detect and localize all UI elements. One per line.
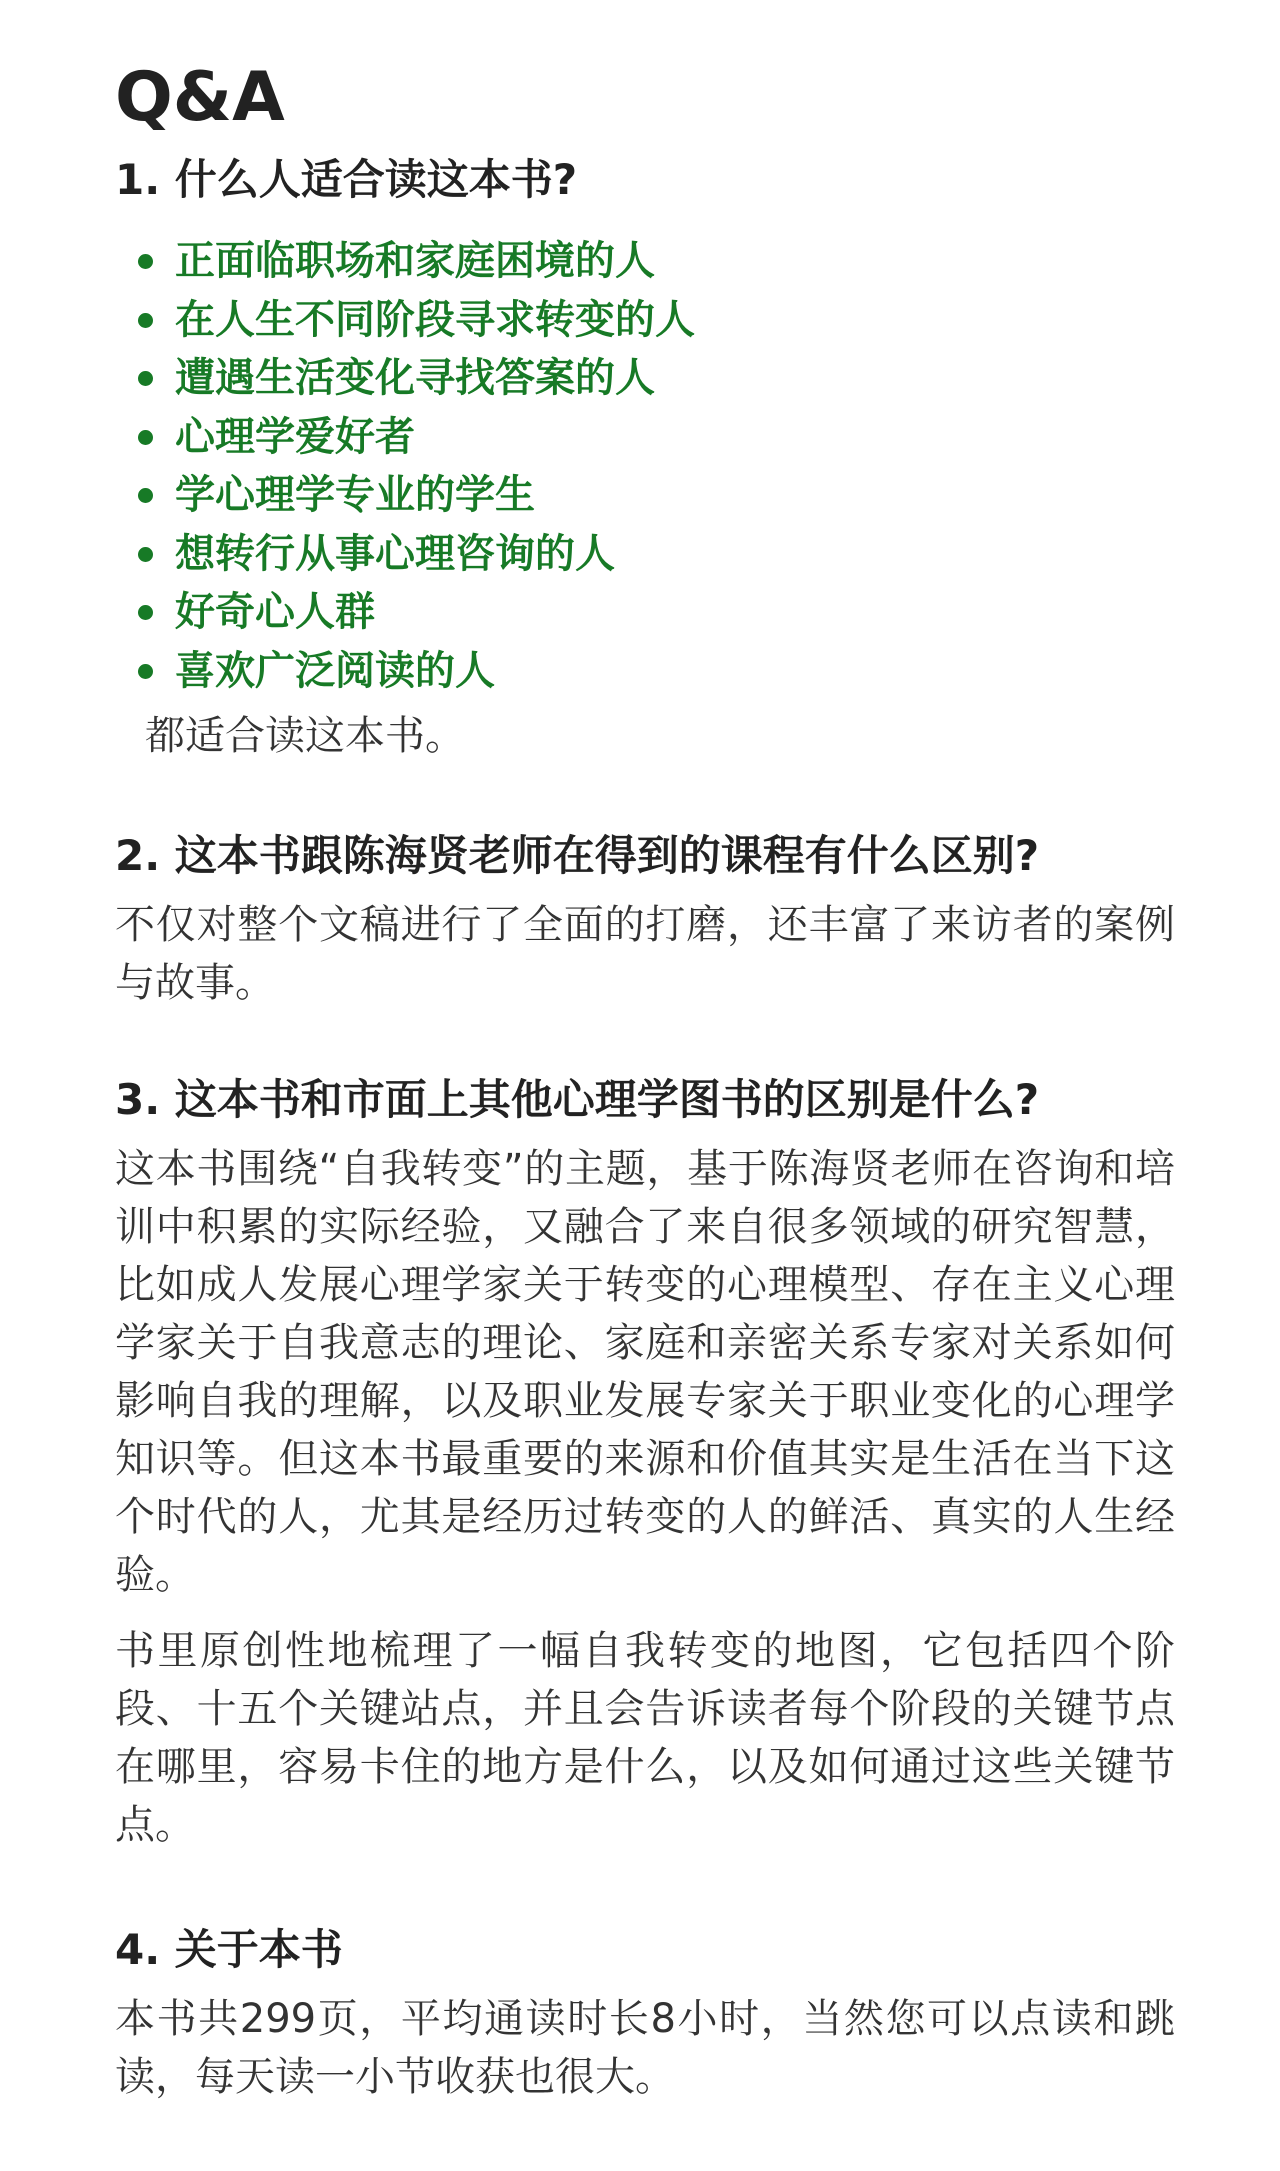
bullet-dot-icon: [138, 313, 153, 328]
audience-item-text: 在人生不同阶段寻求转变的人: [175, 296, 695, 343]
bullet-dot-icon: [138, 605, 153, 620]
bullet-dot-icon: [138, 488, 153, 503]
bullet-dot-icon: [138, 371, 153, 386]
audience-list-item: [115, 232, 1175, 291]
answer-3-paragraph-2: 书里原创性地梳理了一幅自我转变的地图，它包括四个阶段、十五个关键站点，并且会告诉读者每个阶段的关键节点在哪里，容易卡住的地方是什么，以及如何通过这些关键节点。: [115, 1628, 1175, 1848]
audience-list-item: [115, 642, 1175, 701]
question-4-title: 4. 关于本书: [115, 1925, 343, 1974]
audience-item-text: 心理学爱好者: [175, 413, 415, 460]
question-2-title: 2. 这本书跟陈海贤老师在得到的课程有什么区别?: [115, 831, 1040, 880]
audience-item-text: 喜欢广泛阅读的人: [175, 647, 495, 694]
audience-list-item: [115, 291, 1175, 350]
page-title: Q&A: [115, 58, 285, 137]
audience-list: [115, 232, 1175, 700]
audience-conclusion: 都适合读这本书。: [145, 713, 465, 759]
bullet-dot-icon: [138, 547, 153, 562]
answer-4-text: 本书共299页，平均通读时长8小时，当然您可以点读和跳读，每天读一小节收获也很大。: [115, 1996, 1175, 2100]
qa-section-1: [115, 152, 1175, 764]
audience-item-text: 学心理学专业的学生: [175, 472, 535, 518]
qa-section-3: [115, 1072, 1175, 1854]
answer-3-paragraph-1: 这本书围绕“自我转变”的主题，基于陈海贤老师在咨询和培训中积累的实际经验，又融合了来自很多领域的研究智慧，比如成人发展心理学家关于转变的心理模型、存在主义心理学家关于自我意志的理论、家庭和亲密关系专家对关系如何影响自我的理解，以及职业发展专家关于职业变化的心理学知识等。但这本书最重要的来源和价值其实是生活在当下这个时代的人，尤其是经历过转变的人的鲜活、真实的人生经验。: [115, 1146, 1175, 1598]
qa-section-2: [115, 828, 1175, 1012]
audience-item-text: 正面临职场和家庭困境的人: [175, 238, 655, 284]
audience-list-item: [115, 583, 1175, 642]
audience-list-item: [115, 525, 1175, 584]
audience-item-text: 好奇心人群: [175, 589, 375, 635]
audience-item-text: 遭遇生活变化寻找答案的人: [175, 355, 655, 401]
audience-list-item: [115, 466, 1175, 525]
question-1-title: 1. 什么人适合读这本书?: [115, 155, 578, 204]
bullet-dot-icon: [138, 664, 153, 679]
answer-2-text: 不仅对整个文稿进行了全面的打磨，还丰富了来访者的案例与故事。: [115, 902, 1175, 1006]
qa-page: [115, 58, 1175, 2106]
bullet-dot-icon: [138, 430, 153, 445]
audience-item-text: 想转行从事心理咨询的人: [175, 530, 615, 577]
bullet-dot-icon: [138, 254, 153, 269]
audience-list-item: [115, 349, 1175, 408]
qa-section-4: [115, 1922, 1175, 2106]
question-3-title: 3. 这本书和市面上其他心理学图书的区别是什么?: [115, 1075, 1040, 1124]
audience-list-item: [115, 408, 1175, 467]
